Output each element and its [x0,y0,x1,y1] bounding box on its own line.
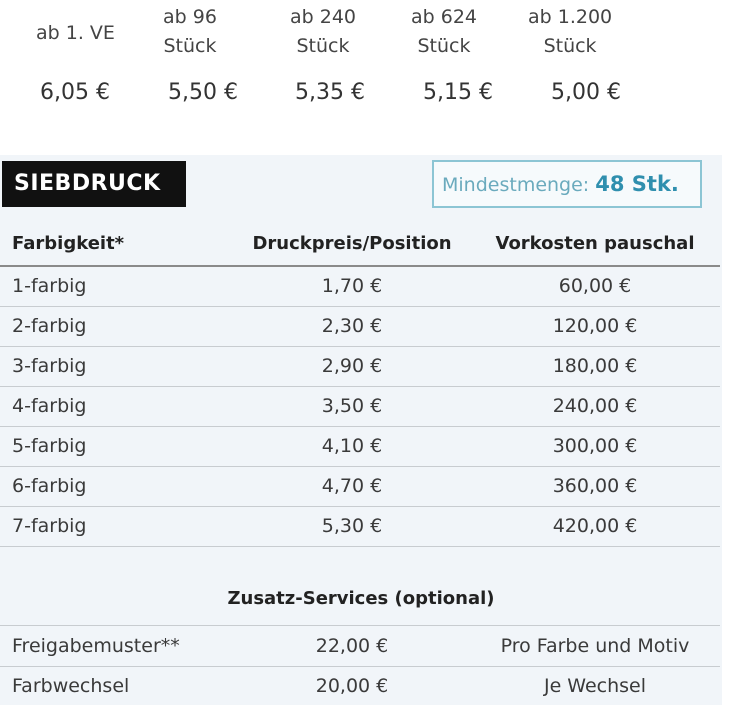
color-count: 5-farbig [12,435,87,457]
service-name: Freigabemuster** [12,635,180,657]
tier-unit: Stück [543,35,597,57]
table-row [0,506,720,547]
table-row [0,266,720,307]
column-header: Vorkosten pauschal [495,233,695,254]
print-price: 2,90 € [321,355,383,377]
siebdruck-panel [0,155,722,705]
tier-price: 5,50 € [168,80,238,105]
tier-price: 5,35 € [295,80,365,105]
table-row [0,306,720,347]
service-note: Je Wechsel [543,675,647,697]
service-price: 20,00 € [315,675,389,697]
print-price: 4,70 € [321,475,383,497]
setup-cost: 420,00 € [552,515,638,537]
print-price: 3,50 € [321,395,383,417]
tier-price: 5,00 € [551,80,621,105]
color-count: 2-farbig [12,315,87,337]
service-note: Pro Farbe und Motiv [500,635,690,657]
tier-price: 5,15 € [423,80,493,105]
setup-cost: 60,00 € [558,275,632,297]
table-row [0,426,720,467]
setup-cost: 180,00 € [552,355,638,377]
setup-cost: 240,00 € [552,395,638,417]
table-row [0,346,720,387]
print-price: 1,70 € [321,275,383,297]
tier-label: ab 1. VE [36,22,115,44]
tier-price: 6,05 € [40,80,110,105]
price-tier-table [0,0,730,130]
service-row [0,666,720,706]
minimum-quantity-label: Mindestmenge: [442,174,590,196]
color-count: 6-farbig [12,475,87,497]
column-header: Farbigkeit* [12,233,125,254]
service-name: Farbwechsel [12,675,130,697]
tier-unit: Stück [417,35,471,57]
table-header-row [0,224,720,267]
tier-label: ab 96 [163,6,217,28]
tier-header [290,3,356,61]
print-price: 4,10 € [321,435,383,457]
setup-cost: 120,00 € [552,315,638,337]
tier-header [36,19,115,48]
tier-label: ab 624 [411,6,478,28]
tier-header [163,3,217,61]
service-row [0,625,720,667]
column-header: Druckpreis/Position [252,233,452,254]
minimum-quantity-value: 48 Stk. [595,172,679,196]
minimum-quantity-box [432,160,702,208]
siebdruck-badge: SIEBDRUCK [2,161,186,207]
table-row [0,466,720,507]
table-row [0,386,720,427]
color-count: 3-farbig [12,355,87,377]
setup-cost: 360,00 € [552,475,638,497]
service-price: 22,00 € [315,635,389,657]
tier-label: ab 240 [290,6,357,28]
color-count: 1-farbig [12,275,87,297]
color-count: 7-farbig [12,515,87,537]
tier-unit: Stück [163,35,217,57]
print-price: 2,30 € [321,315,383,337]
print-price: 5,30 € [321,515,383,537]
services-title: Zusatz-Services (optional) [227,588,495,609]
color-count: 4-farbig [12,395,87,417]
tier-header [528,3,612,61]
tier-label: ab 1.200 [528,6,613,28]
tier-header [411,3,477,61]
tier-unit: Stück [296,35,350,57]
setup-cost: 300,00 € [552,435,638,457]
